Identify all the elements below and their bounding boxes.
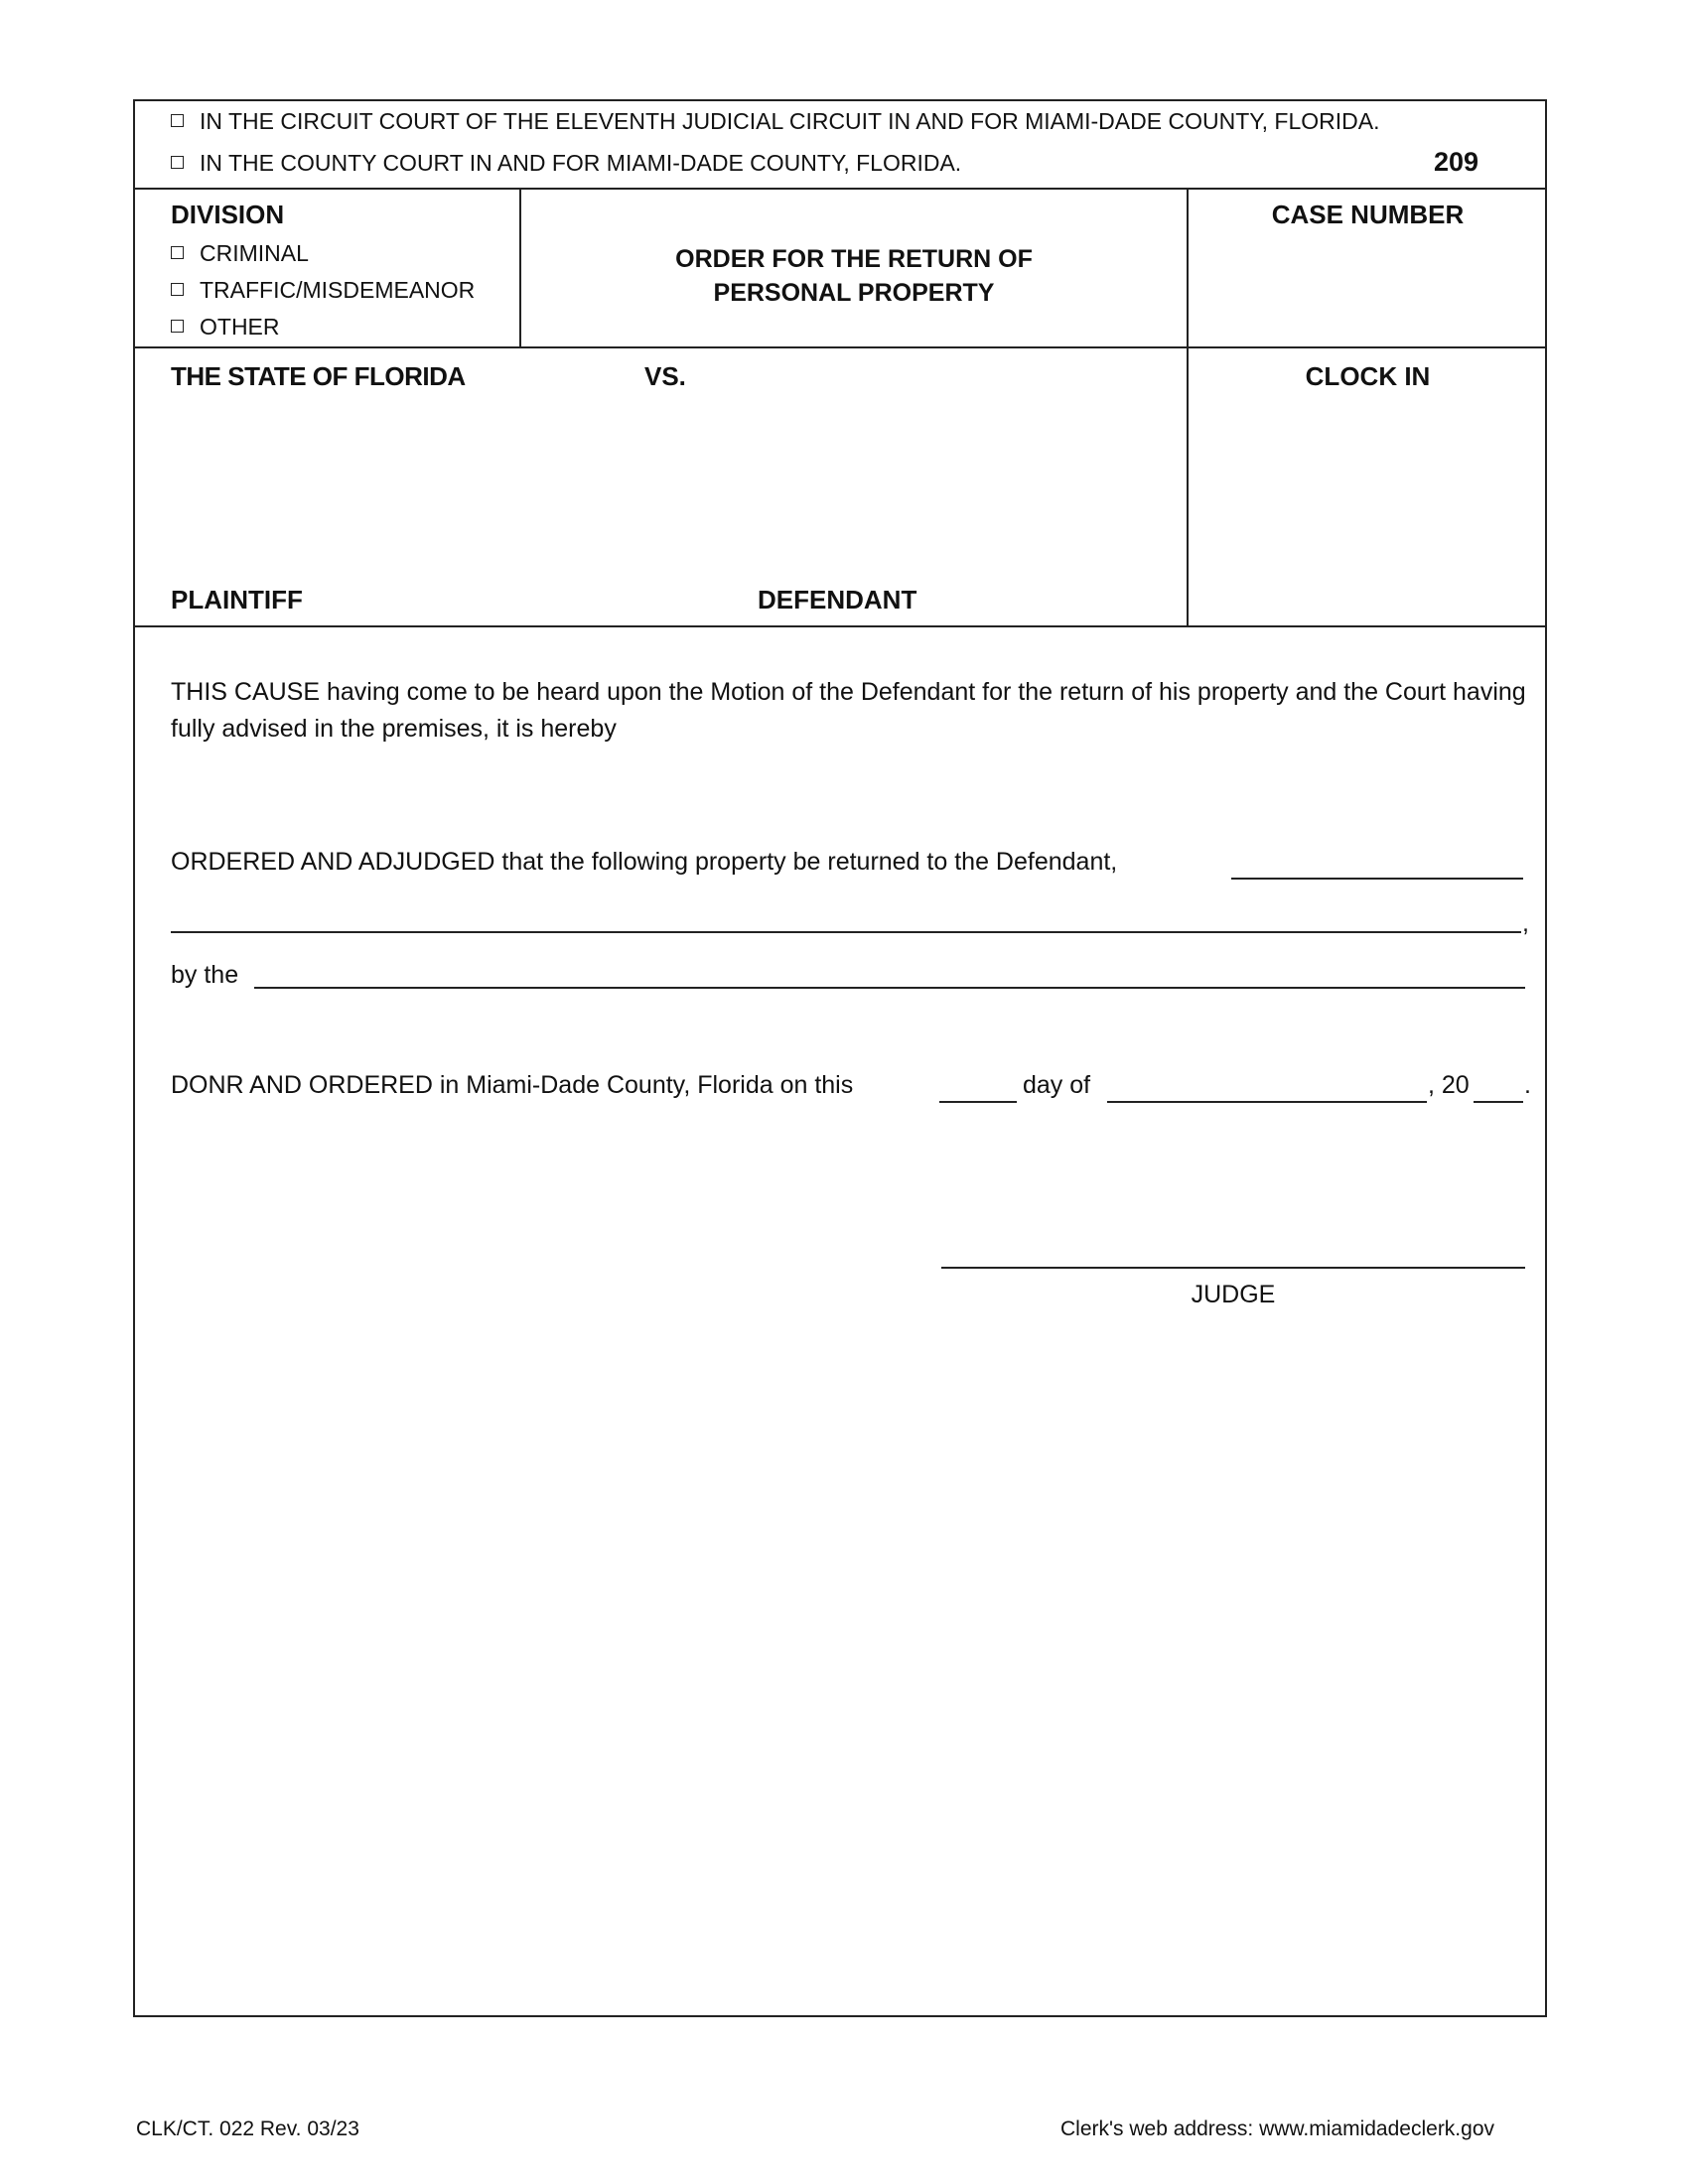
- property-description-line[interactable]: [171, 931, 1521, 933]
- clock-in-label: CLOCK IN: [1305, 361, 1431, 391]
- defendant-name-line[interactable]: [1231, 878, 1523, 880]
- versus-label: VS.: [644, 361, 686, 391]
- year-line[interactable]: [1474, 1101, 1523, 1103]
- defendant-label: DEFENDANT: [758, 585, 917, 614]
- title-case-separator: [1187, 188, 1189, 627]
- state-of-florida: THE STATE OF FLORIDA: [171, 361, 466, 391]
- judge-label: JUDGE: [1191, 1281, 1276, 1308]
- traffic-label: TRAFFIC/MISDEMEANOR: [200, 277, 476, 303]
- county-court-option[interactable]: [171, 150, 961, 177]
- form-title-line1: ORDER FOR THE RETURN OF: [675, 245, 1033, 273]
- returned-by-line[interactable]: [254, 987, 1525, 989]
- case-number-label: CASE NUMBER: [1271, 200, 1465, 229]
- form-title: [521, 242, 1187, 310]
- county-court-checkbox[interactable]: [171, 156, 184, 169]
- traffic-checkbox[interactable]: [171, 283, 184, 296]
- plaintiff-label: PLAINTIFF: [171, 585, 303, 614]
- criminal-label: CRIMINAL: [200, 240, 309, 266]
- division-option-other[interactable]: [171, 314, 280, 341]
- form-code: CLK/CT. 022 Rev. 03/23: [136, 2117, 359, 2140]
- judge-signature-line[interactable]: [941, 1267, 1525, 1269]
- parties-divider: [133, 625, 1547, 627]
- county-court-label: IN THE COUNTY COURT IN AND FOR MIAMI-DADE COUNTY, FLORIDA.: [200, 150, 962, 176]
- division-heading: DIVISION: [171, 200, 285, 229]
- by-the-label: by the: [171, 961, 239, 989]
- defendant-name-field[interactable]: [644, 397, 1171, 576]
- month-line[interactable]: [1107, 1101, 1427, 1103]
- year-prefix: , 20: [1428, 1071, 1470, 1099]
- circuit-court-option[interactable]: [171, 108, 1379, 135]
- other-checkbox[interactable]: [171, 320, 184, 333]
- day-line[interactable]: [939, 1101, 1017, 1103]
- division-option-criminal[interactable]: [171, 240, 309, 267]
- form-title-line2: PERSONAL PROPERTY: [713, 279, 995, 307]
- circuit-court-checkbox[interactable]: [171, 114, 184, 127]
- form-number: 209: [1434, 147, 1479, 177]
- day-of-label: day of: [1023, 1071, 1091, 1099]
- property-line-comma: ,: [1522, 909, 1529, 937]
- circuit-court-label: IN THE CIRCUIT COURT OF THE ELEVENTH JUDICIAL CIRCUIT IN AND FOR MIAMI-DADE COUNTY, FLORIDA.: [200, 108, 1380, 134]
- case-number-field[interactable]: [1192, 238, 1541, 341]
- clerk-web-address: Clerk's web address: www.miamidadeclerk.gov: [1060, 2117, 1495, 2140]
- division-option-traffic[interactable]: [171, 277, 475, 304]
- other-label: OTHER: [200, 314, 280, 340]
- date-period: .: [1524, 1071, 1531, 1099]
- header-divider: [133, 188, 1547, 190]
- done-ordered-prefix: DONR AND ORDERED in Miami-Dade County, Florida on this: [171, 1071, 854, 1099]
- ordered-sentence: ORDERED AND ADJUDGED that the following property be returned to the Defendant,: [171, 848, 1118, 876]
- cause-paragraph: THIS CAUSE having come to be heard upon the Motion of the Defendant for the return of his property and the Court having fully advised in the premises, it is hereby: [171, 678, 1526, 743]
- clock-in-field[interactable]: [1192, 397, 1541, 620]
- criminal-checkbox[interactable]: [171, 246, 184, 259]
- division-divider: [133, 346, 1547, 348]
